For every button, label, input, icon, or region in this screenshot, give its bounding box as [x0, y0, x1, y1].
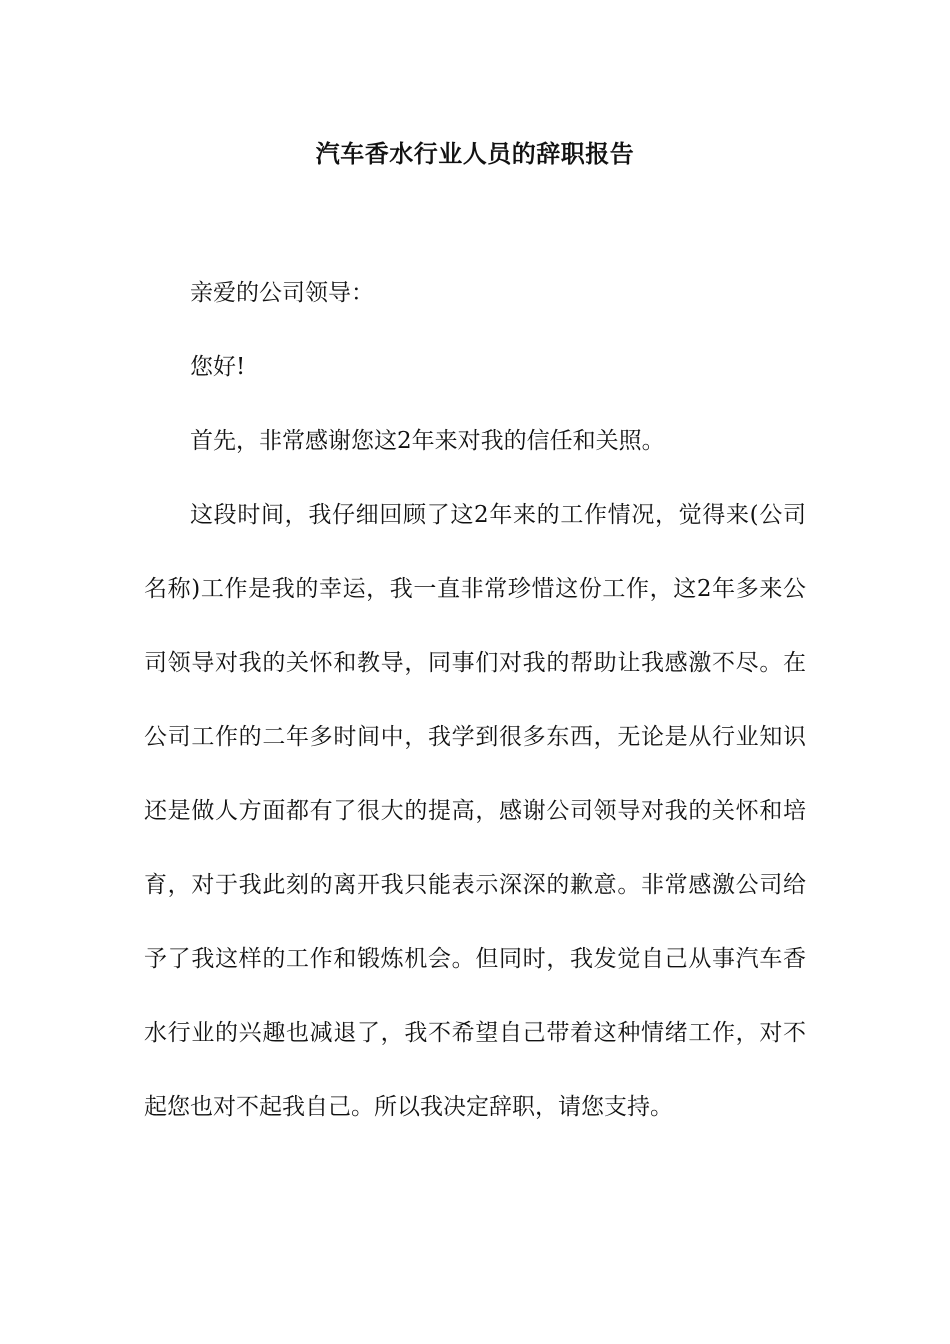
salutation: 亲爱的公司领导： — [190, 280, 374, 306]
greeting: 您好! — [190, 354, 246, 380]
document-body — [144, 256, 806, 1144]
paragraph-main: 这段时间，我仔细回顾了这2年来的工作情况，觉得来(公司名称)工作是我的幸运，我一直非常珍惜这份工作，这2年多来公司领导对我的关怀和教导，同事们对我的帮助让我感激不尽。在公司工作的二年多时间中，我学到很多东西，无论是从行业知识还是做人方面都有了很大的提高，感谢公司领导对我的关怀和培育，对于我此刻的离开我只能表示深深的歉意。非常感激公司给予了我这样的工作和锻炼机会。但同时，我发觉自己从事汽车香水行业的兴趣也减退了，我不希望自己带着这种情绪工作，对不起您也对不起我自己。所以我决定辞职，请您支持。 — [144, 502, 806, 1120]
document-title: 汽车香水行业人员的辞职报告 — [315, 139, 635, 168]
paragraph-thanks: 首先，非常感谢您这2年来对我的信任和关照。 — [190, 428, 665, 454]
